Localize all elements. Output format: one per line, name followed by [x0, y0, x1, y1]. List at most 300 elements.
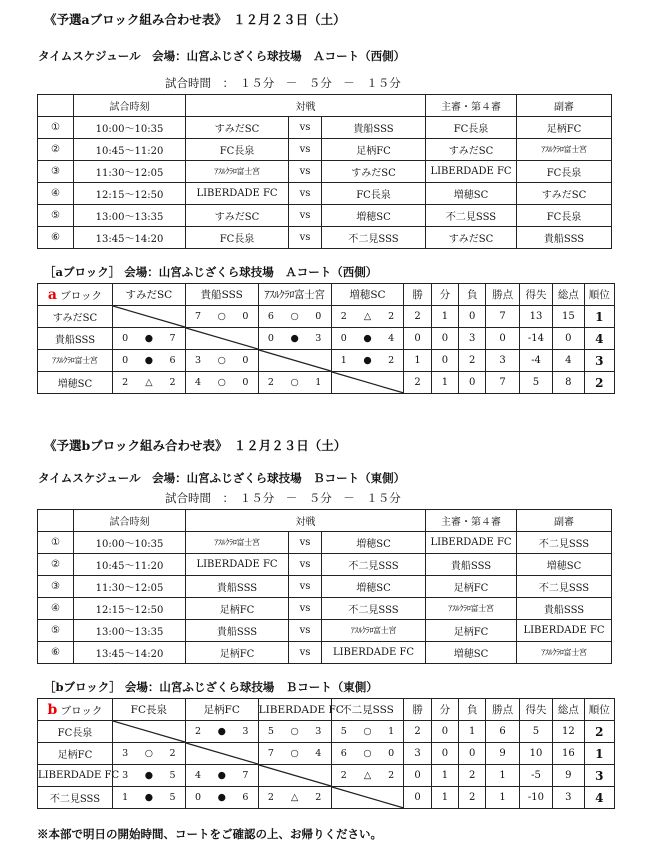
row-team-name: 足柄FC [38, 743, 113, 765]
stat-value: 1 [431, 306, 458, 328]
match-home: 貴船SSS [186, 576, 289, 598]
row-team-name: 増穂SC [38, 372, 113, 394]
match-asst: 増穂SC [517, 554, 612, 576]
score-cell [112, 372, 185, 394]
goals-for: 3 [122, 770, 129, 781]
self-match-cell [185, 743, 258, 765]
stat-value: 0 [431, 350, 458, 372]
match-time: 13:45～14:20 [74, 642, 186, 664]
goals-for: 0 [122, 333, 129, 344]
result-mark: ○ [290, 311, 299, 322]
result-mark: ○ [217, 311, 226, 322]
result-mark: ● [144, 355, 153, 366]
match-away: FC長泉 [322, 183, 426, 205]
goals-against: 4 [388, 333, 395, 344]
goals-against: 7 [169, 333, 176, 344]
stat-value: 15 [553, 306, 584, 328]
score-cell [185, 787, 258, 809]
goals-for: 0 [340, 333, 347, 344]
match-away: 増穂SC [322, 205, 426, 227]
stat-value: 0 [553, 328, 584, 350]
block-word: ブロック [60, 704, 103, 717]
team-column-header: LIBERDADE FC [258, 699, 331, 721]
match-ref: 足柄FC [426, 620, 517, 642]
stat-value: 10 [519, 743, 552, 765]
match-ref: 増穂SC [426, 183, 517, 205]
goals-for: 0 [267, 333, 274, 344]
match-time: 11:30～12:05 [74, 161, 186, 183]
stat-value: 6 [486, 721, 519, 743]
stat-value: 0 [459, 306, 486, 328]
match-home: 足柄FC [186, 642, 289, 664]
match-ref: すみだSC [426, 139, 517, 161]
score-cell [258, 306, 331, 328]
rank-value: 2 [584, 372, 614, 394]
match-home: すみだSC [186, 205, 289, 227]
goals-for: 2 [122, 377, 129, 388]
match-away: 不二見SSS [322, 227, 426, 249]
block-word: ブロック [60, 289, 103, 302]
goals-against: 2 [315, 792, 322, 803]
stat-header: 勝点 [486, 284, 519, 306]
match-vs: vs [289, 183, 322, 205]
stat-value: 7 [486, 372, 519, 394]
stat-value: 2 [459, 787, 486, 809]
stat-value: 1 [431, 787, 458, 809]
stat-value: 9 [553, 765, 584, 787]
row-team-name: 貴船SSS [38, 328, 113, 350]
goals-against: 6 [242, 792, 249, 803]
match-vs: vs [289, 205, 322, 227]
block-b-results-table [37, 698, 615, 809]
stat-value: -10 [519, 787, 552, 809]
score-cell [185, 765, 258, 787]
goals-for: 0 [122, 355, 129, 366]
match-number: ③ [38, 576, 74, 598]
stat-header: 得失 [519, 699, 552, 721]
stat-header: 勝 [404, 699, 431, 721]
schedule-row [38, 598, 612, 620]
block-b-match-time: 試合時間 ： １５分 － ５分 － １５分 [165, 491, 401, 505]
block-label [38, 699, 113, 721]
score-cell [258, 743, 331, 765]
score-cell [185, 721, 258, 743]
results-row [38, 765, 615, 787]
match-away: 増穂SC [322, 576, 426, 598]
match-time: 10:45～11:20 [74, 554, 186, 576]
team-column-header: ｱｽﾙｸﾗﾛ富士宮 [258, 284, 331, 306]
match-asst: FC長泉 [517, 205, 612, 227]
team-column-header: FC長泉 [112, 699, 185, 721]
match-asst: 足柄FC [517, 117, 612, 139]
row-team-name: すみだSC [38, 306, 113, 328]
match-vs: vs [289, 117, 322, 139]
schedule-row [38, 554, 612, 576]
stat-value: -14 [519, 328, 552, 350]
goals-for: 2 [267, 377, 274, 388]
self-match-cell [112, 721, 185, 743]
result-mark: ○ [217, 355, 226, 366]
self-match-cell [258, 350, 331, 372]
match-number: ① [38, 532, 74, 554]
result-mark: ● [363, 333, 372, 344]
self-match-cell [112, 306, 185, 328]
score-cell [112, 765, 185, 787]
match-ref: LIBERDADE FC [426, 161, 517, 183]
row-team-name: ｱｽﾙｸﾗﾛ富士宮 [38, 350, 113, 372]
match-number: ④ [38, 598, 74, 620]
match-ref: FC長泉 [426, 117, 517, 139]
stat-value: 0 [431, 743, 458, 765]
goals-against: 2 [388, 311, 395, 322]
match-home: LIBERDADE FC [186, 554, 289, 576]
block-a-schedule-table [37, 94, 612, 249]
score-cell [331, 765, 404, 787]
stat-value: 1 [486, 765, 519, 787]
match-ref: 不二見SSS [426, 205, 517, 227]
goals-against: 0 [242, 355, 249, 366]
stat-value: 7 [486, 306, 519, 328]
stat-header: 総点 [553, 699, 584, 721]
block-a-title: 《予選aブロック組み合わせ表》 １２月２３日（土） [44, 12, 346, 27]
match-home: 貴船SSS [186, 620, 289, 642]
results-row [38, 721, 615, 743]
match-vs: vs [289, 227, 322, 249]
stat-value: 9 [486, 743, 519, 765]
self-match-cell [258, 765, 331, 787]
match-asst: ｱｽﾙｸﾗﾛ富士宮 [517, 139, 612, 161]
result-mark: ○ [290, 748, 299, 759]
goals-against: 6 [169, 355, 176, 366]
block-b-results-title: ［bブロック］ 会場：山宮ふじざくら球技場 Ｂコート（東側） [44, 680, 378, 694]
score-cell [331, 721, 404, 743]
match-vs: vs [289, 598, 322, 620]
stat-value: 2 [404, 372, 431, 394]
row-team-name: LIBERDADE FC [38, 765, 113, 787]
goals-against: 2 [169, 377, 176, 388]
rank-value: 1 [584, 306, 614, 328]
match-asst: 不二見SSS [517, 576, 612, 598]
result-mark: △ [363, 770, 372, 781]
block-b-schedule-table [37, 509, 612, 664]
match-home: LIBERDADE FC [186, 183, 289, 205]
stat-value: 3 [459, 328, 486, 350]
stat-value: 0 [431, 721, 458, 743]
stat-value: 1 [486, 787, 519, 809]
stat-value: 3 [486, 350, 519, 372]
goals-against: 3 [315, 726, 322, 737]
header-no [38, 510, 74, 532]
match-number: ① [38, 117, 74, 139]
results-row [38, 787, 615, 809]
row-team-name: FC長泉 [38, 721, 113, 743]
stat-header: 総点 [553, 284, 584, 306]
goals-for: 5 [340, 726, 347, 737]
match-vs: vs [289, 161, 322, 183]
match-number: ② [38, 554, 74, 576]
results-row [38, 743, 615, 765]
result-mark: ● [144, 770, 153, 781]
match-time: 10:45～11:20 [74, 139, 186, 161]
self-match-cell [331, 787, 404, 809]
team-column-header: すみだSC [112, 284, 185, 306]
goals-against: 0 [388, 748, 395, 759]
score-cell [258, 372, 331, 394]
match-away: 増穂SC [322, 532, 426, 554]
stat-value: 0 [431, 328, 458, 350]
footer-note: ※本部で明日の開始時間、コートをご確認の上、お帰りください。 [37, 827, 382, 841]
goals-for: 2 [340, 311, 347, 322]
header-time: 試合時刻 [74, 510, 186, 532]
schedule-header-row [38, 95, 612, 117]
goals-against: 2 [169, 748, 176, 759]
stat-value: 1 [431, 372, 458, 394]
header-no [38, 95, 74, 117]
result-mark: ● [144, 792, 153, 803]
match-number: ⑤ [38, 205, 74, 227]
stat-value: 1 [459, 721, 486, 743]
self-match-cell [185, 328, 258, 350]
match-home: 足柄FC [186, 598, 289, 620]
schedule-row [38, 117, 612, 139]
score-cell [258, 787, 331, 809]
match-away: すみだSC [322, 161, 426, 183]
stat-value: 2 [404, 306, 431, 328]
match-vs: vs [289, 532, 322, 554]
goals-against: 2 [388, 355, 395, 366]
results-row [38, 328, 615, 350]
header-referee: 主審・第４審 [426, 95, 517, 117]
score-cell [331, 306, 404, 328]
results-header-row [38, 699, 615, 721]
result-mark: ○ [290, 726, 299, 737]
result-mark: ● [144, 333, 153, 344]
stat-value: 0 [459, 372, 486, 394]
score-cell [185, 350, 258, 372]
stat-header: 分 [431, 699, 458, 721]
score-cell [112, 743, 185, 765]
stat-value: 0 [404, 765, 431, 787]
team-column-header: 足柄FC [185, 699, 258, 721]
match-away: 不二見SSS [322, 598, 426, 620]
schedule-row [38, 620, 612, 642]
match-home: FC長泉 [186, 227, 289, 249]
schedule-row [38, 205, 612, 227]
score-cell [258, 328, 331, 350]
result-mark: △ [290, 792, 299, 803]
match-home: すみだSC [186, 117, 289, 139]
match-vs: vs [289, 620, 322, 642]
goals-for: 5 [267, 726, 274, 737]
match-vs: vs [289, 576, 322, 598]
results-row [38, 306, 615, 328]
score-cell [331, 350, 404, 372]
match-away: 貴船SSS [322, 117, 426, 139]
stat-value: 0 [404, 328, 431, 350]
goals-for: 1 [122, 792, 129, 803]
goals-against: 7 [242, 770, 249, 781]
goals-for: 7 [267, 748, 274, 759]
results-row [38, 372, 615, 394]
match-time: 10:00～10:35 [74, 117, 186, 139]
score-cell [185, 372, 258, 394]
stat-header: 負 [459, 284, 486, 306]
stat-value: 13 [519, 306, 552, 328]
rank-value: 3 [584, 765, 614, 787]
match-ref: LIBERDADE FC [426, 532, 517, 554]
team-column-header: 不二見SSS [331, 699, 404, 721]
stat-header: 得失 [519, 284, 552, 306]
header-time: 試合時刻 [74, 95, 186, 117]
block-label [38, 284, 113, 306]
match-vs: vs [289, 139, 322, 161]
match-time: 12:15～12:50 [74, 598, 186, 620]
block-a-schedule-title: タイムスケジュール 会場：山宮ふじざくら球技場 Ａコート（西側） [38, 49, 406, 63]
score-cell [331, 743, 404, 765]
goals-against: 3 [242, 726, 249, 737]
stat-value: 0 [459, 743, 486, 765]
goals-for: 1 [340, 355, 347, 366]
match-ref: すみだSC [426, 227, 517, 249]
stat-value: 2 [404, 721, 431, 743]
rank-value: 1 [584, 743, 614, 765]
match-time: 11:30～12:05 [74, 576, 186, 598]
row-team-name: 不二見SSS [38, 787, 113, 809]
goals-for: 6 [267, 311, 274, 322]
goals-for: 2 [194, 726, 202, 737]
result-mark: ○ [144, 748, 153, 759]
block-a-match-time: 試合時間 ： １５分 － ５分 － １５分 [165, 76, 401, 90]
match-time: 12:15～12:50 [74, 183, 186, 205]
match-home: FC長泉 [186, 139, 289, 161]
stat-value: 2 [459, 765, 486, 787]
match-number: ⑥ [38, 227, 74, 249]
stat-value: 2 [459, 350, 486, 372]
result-mark: ● [363, 355, 372, 366]
match-away: LIBERDADE FC [322, 642, 426, 664]
match-time: 13:45～14:20 [74, 227, 186, 249]
goals-against: 1 [388, 726, 395, 737]
stat-value: 5 [519, 721, 552, 743]
stat-value: -4 [519, 350, 552, 372]
score-cell [258, 721, 331, 743]
goals-for: 3 [194, 355, 202, 366]
result-mark: △ [145, 377, 153, 388]
header-match: 対戦 [186, 510, 426, 532]
goals-for: 4 [194, 377, 202, 388]
team-column-header: 増穂SC [331, 284, 404, 306]
goals-against: 5 [169, 770, 176, 781]
stat-value: -5 [519, 765, 552, 787]
goals-against: 1 [315, 377, 322, 388]
header-assistant: 副審 [517, 95, 612, 117]
goals-against: 3 [315, 333, 322, 344]
block-b-schedule-title: タイムスケジュール 会場：山宮ふじざくら球技場 Ｂコート（東側） [38, 471, 406, 485]
goals-for: 2 [340, 770, 347, 781]
goals-for: 2 [267, 792, 274, 803]
schedule-row [38, 532, 612, 554]
schedule-row [38, 576, 612, 598]
stat-value: 4 [553, 350, 584, 372]
goals-against: 0 [315, 311, 322, 322]
stat-value: 5 [519, 372, 552, 394]
stat-value: 1 [404, 350, 431, 372]
match-home: ｱｽﾙｸﾗﾛ富士宮 [186, 532, 289, 554]
score-cell [112, 350, 185, 372]
results-header-row [38, 284, 615, 306]
stat-value: 0 [486, 328, 519, 350]
header-match: 対戦 [186, 95, 426, 117]
goals-against: 2 [388, 770, 395, 781]
score-cell [112, 328, 185, 350]
result-mark: ● [217, 770, 226, 781]
rank-value: 4 [584, 328, 614, 350]
goals-against: 4 [315, 748, 322, 759]
rank-value: 2 [584, 721, 614, 743]
match-ref: 貴船SSS [426, 554, 517, 576]
schedule-row [38, 227, 612, 249]
match-ref: 足柄FC [426, 576, 517, 598]
match-away: 足柄FC [322, 139, 426, 161]
match-vs: vs [289, 642, 322, 664]
result-mark: ○ [290, 377, 299, 388]
stat-header: 勝点 [486, 699, 519, 721]
stat-value: 8 [553, 372, 584, 394]
header-referee: 主審・第４審 [426, 510, 517, 532]
stat-value: 1 [431, 765, 458, 787]
match-time: 13:00～13:35 [74, 205, 186, 227]
stat-value: 12 [553, 721, 584, 743]
schedule-row [38, 642, 612, 664]
schedule-row [38, 139, 612, 161]
match-asst: 不二見SSS [517, 532, 612, 554]
result-mark: ○ [363, 726, 372, 737]
stat-header: 分 [431, 284, 458, 306]
match-asst: ｱｽﾙｸﾗﾛ富士宮 [517, 642, 612, 664]
result-mark: ○ [363, 748, 372, 759]
stat-header: 順位 [584, 284, 614, 306]
match-time: 10:00～10:35 [74, 532, 186, 554]
match-away: 不二見SSS [322, 554, 426, 576]
stat-value: 0 [404, 787, 431, 809]
result-mark: ● [217, 726, 226, 737]
match-number: ③ [38, 161, 74, 183]
goals-against: 0 [242, 311, 249, 322]
match-asst: FC長泉 [517, 161, 612, 183]
schedule-row [38, 183, 612, 205]
stat-value: 16 [553, 743, 584, 765]
stat-value: 3 [404, 743, 431, 765]
score-cell [331, 328, 404, 350]
schedule-row [38, 161, 612, 183]
block-letter: b [47, 701, 58, 718]
match-number: ⑥ [38, 642, 74, 664]
stat-header: 負 [459, 699, 486, 721]
self-match-cell [331, 372, 404, 394]
match-ref: ｱｽﾙｸﾗﾛ富士宮 [426, 598, 517, 620]
score-cell [112, 787, 185, 809]
stat-header: 勝 [404, 284, 431, 306]
match-asst: 貴船SSS [517, 227, 612, 249]
header-assistant: 副審 [517, 510, 612, 532]
match-asst: LIBERDADE FC [517, 620, 612, 642]
block-letter: a [47, 286, 57, 303]
stat-header: 順位 [584, 699, 614, 721]
goals-for: 4 [194, 770, 202, 781]
result-mark: ○ [217, 377, 226, 388]
result-mark: ● [217, 792, 226, 803]
result-mark: ● [290, 333, 299, 344]
